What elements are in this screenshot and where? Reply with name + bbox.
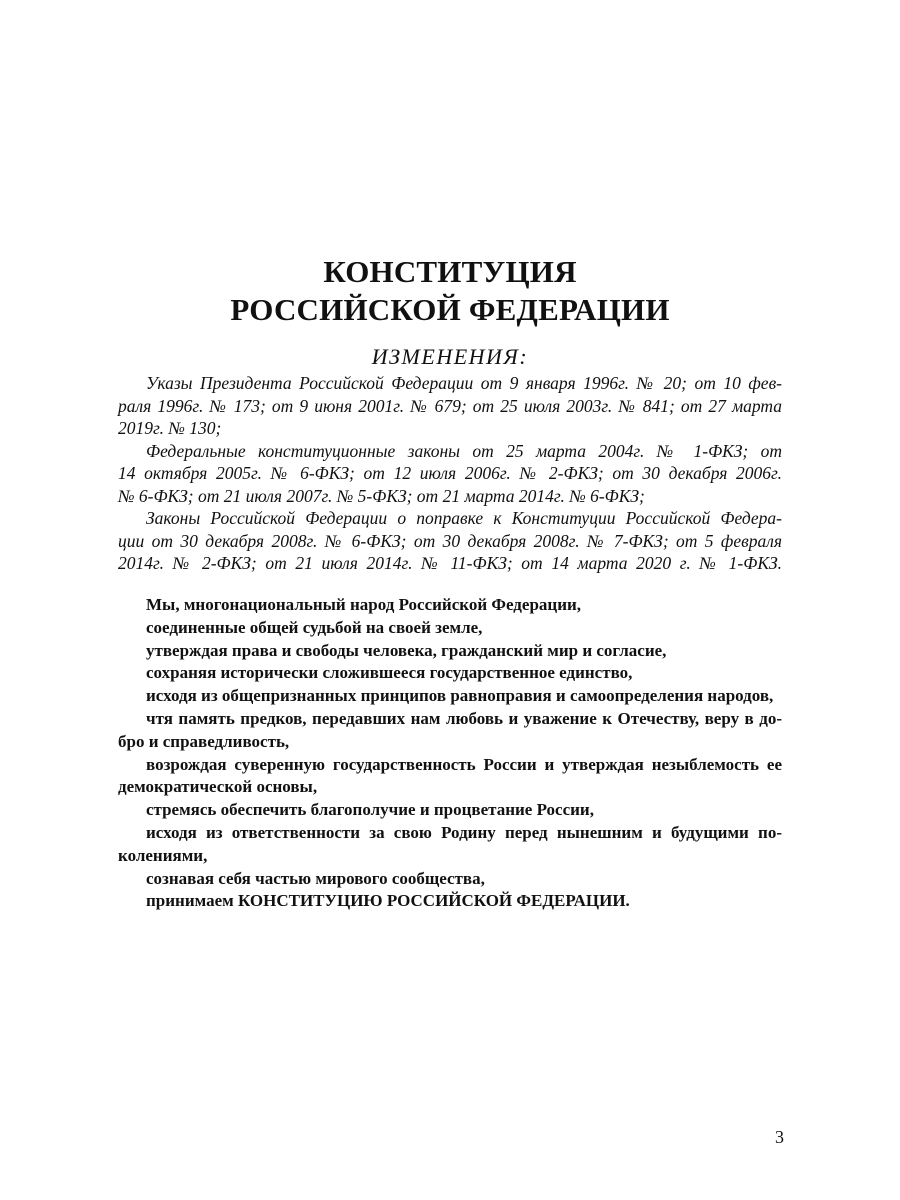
preamble-line: колениями, <box>118 845 208 865</box>
preamble-line: исходя из общепризнанных принципов равноправия и самоопределения народов, <box>146 686 774 706</box>
preamble-line: утверждая права и свободы человека, гражданский мир и согласие, <box>146 640 667 660</box>
federal-laws-line: Федеральные конституционные законы от 25 марта 2004г. № 1-ФКЗ; от <box>146 440 782 461</box>
title-line-2: РОССИЙСКОЙ ФЕДЕРАЦИИ <box>230 292 670 327</box>
page-number: 3 <box>775 1127 784 1147</box>
amendment-laws-line: 2014г. № 2-ФКЗ; от 21 июля 2014г. № 11-ФКЗ; от 14 марта 2020 г. № 1-ФКЗ. <box>118 553 782 573</box>
preamble-line: чтя память предков, передавших нам любовь и уважение к Отечеству, веру в до- <box>146 708 782 728</box>
preamble-line: сохраняя исторически сложившееся государственное единство, <box>146 663 633 683</box>
preamble-line: Мы, многонациональный народ Российской Федерации, <box>146 595 582 614</box>
preamble-line: принимаем КОНСТИТУЦИЮ РОССИЙСКОЙ ФЕДЕРАЦИИ. <box>146 891 630 911</box>
preamble-line: сознавая себя частью мирового сообщества, <box>146 868 485 888</box>
amendment-laws-line: ции от 30 декабря 2008г. № 6-ФКЗ; от 30 декабря 2008г. № 7-ФКЗ; от 5 февраля <box>118 530 782 551</box>
preamble-line: исходя из ответственности за свою Родину перед нынешним и будущими по- <box>146 822 782 842</box>
decrees-line: 2019г. № 130; <box>118 418 222 438</box>
decrees-line: раля 1996г. № 173; от 9 июня 2001г. № 679; от 25 июля 2003г. № 841; от 27 марта <box>118 395 782 416</box>
preamble-line: бро и справедливость, <box>118 731 290 751</box>
title-line-1: КОНСТИТУЦИЯ <box>323 254 577 289</box>
amendment-laws-line: Законы Российской Федерации о поправке к Конституции Российской Федера- <box>146 508 782 528</box>
document-page <box>118 0 782 1200</box>
preamble-line: соединенные общей судьбой на своей земле, <box>146 617 483 637</box>
decrees-line: Указы Президента Российской Федерации от 9 января 1996г. № 20; от 10 фев- <box>146 373 782 393</box>
changes-list <box>118 372 782 575</box>
preamble-line: демократической основы, <box>118 777 318 797</box>
federal-laws-line: № 6-ФКЗ; от 21 июля 2007г. № 5-ФКЗ; от 21 марта 2014г. № 6-ФКЗ; <box>118 485 645 506</box>
changes-heading: ИЗМЕНЕНИЯ: <box>371 344 529 369</box>
preamble-line: возрождая суверенную государственность России и утверждая незыблемость ее <box>146 754 782 774</box>
preamble-line: стремясь обеспечить благополучие и процветание России, <box>146 800 594 820</box>
preamble <box>118 594 782 913</box>
federal-laws-line: 14 октября 2005г. № 6-ФКЗ; от 12 июля 2006г. № 2-ФКЗ; от 30 декабря 2006г. <box>118 463 782 483</box>
document-title <box>118 253 782 329</box>
